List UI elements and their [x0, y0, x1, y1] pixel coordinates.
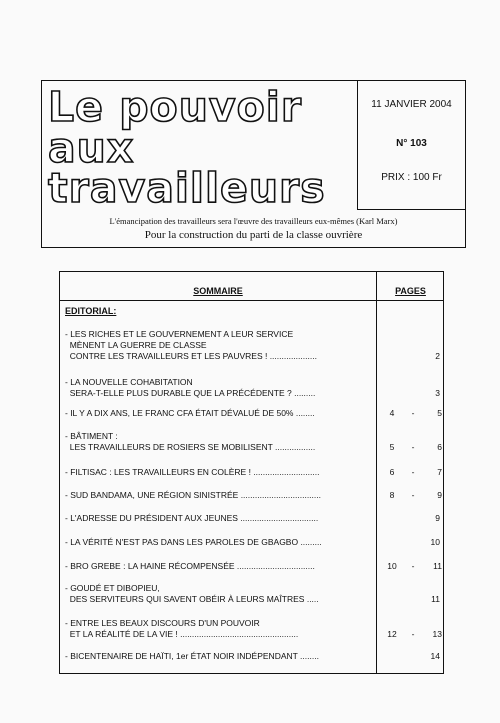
- page-from: 4: [389, 408, 395, 418]
- page-number: 10: [430, 537, 440, 547]
- newspaper-title-line-3: travailleurs: [48, 164, 326, 212]
- toc-entry-title: - ENTRE LES BEAUX DISCOURS D'UN POUVOIR ET LA RÉALITÉ DE LA VIE ! ..................................................: [65, 618, 299, 639]
- page-to: 7: [437, 467, 442, 477]
- issue-number: N° 103: [396, 138, 427, 149]
- page-number: 9: [435, 513, 440, 523]
- page-to: 13: [432, 629, 442, 639]
- issue-price: PRIX : 100 Fr: [381, 172, 442, 183]
- header-rule: [60, 300, 443, 301]
- toc-entry-title: - BICENTENAIRE DE HAÏTI, 1er ÉTAT NOIR INDÉPENDANT ........: [65, 651, 319, 661]
- page-from: 12: [387, 629, 397, 639]
- toc-entry-title: - SUD BANDAMA, UNE RÉGION SINISTRÉE ..................................: [65, 490, 321, 500]
- page-range-dash: -: [411, 408, 415, 418]
- toc-entry-title: - L'ADRESSE DU PRÉSIDENT AUX JEUNES .................................: [65, 513, 319, 523]
- page-to: 6: [437, 442, 442, 452]
- page-from: 8: [389, 490, 395, 500]
- issue-date: 11 JANVIER 2004: [371, 99, 452, 110]
- toc-entry-title: - BÂTIMENT : LES TRAVAILLEURS DE ROSIERS SE MOBILISENT .................: [65, 431, 316, 452]
- masthead: [41, 80, 466, 248]
- page-range-dash: -: [411, 490, 415, 500]
- toc-entry-title: - GOUDÉ ET DIBOPIEU, DES SERVITEURS QUI SAVENT OBÉIR À LEURS MAÎTRES .....: [65, 583, 319, 604]
- page-from: 5: [389, 442, 395, 452]
- page-from: 10: [387, 561, 397, 571]
- toc-entry-title: - BRO GREBE : LA HAINE RÉCOMPENSÉE .................................: [65, 561, 315, 571]
- column-divider: [376, 272, 377, 673]
- toc-entry-title: - LA NOUVELLE COHABITATION SERA-T-ELLE PLUS DURABLE QUE LA PRÉCÉDENTE ? .........: [65, 377, 316, 398]
- page-from: 6: [389, 467, 395, 477]
- marx-quote: L'émancipation des travailleurs sera l'œuvre des travailleurs eux-mêmes (Karl Marx): [109, 216, 398, 226]
- page-number: 11: [431, 594, 440, 604]
- page-to: 11: [433, 561, 442, 571]
- newspaper-title-line-2: aux: [48, 124, 135, 172]
- page-to: 5: [437, 408, 442, 418]
- page-to: 9: [437, 490, 442, 500]
- pages-heading: PAGES: [395, 286, 426, 296]
- editorial-label: EDITORIAL:: [65, 306, 117, 316]
- masthead-subtitle: Pour la construction du parti de la classe ouvrière: [144, 229, 363, 241]
- page-number: 3: [435, 388, 440, 398]
- toc-entry-title: - FILTISAC : LES TRAVAILLEURS EN COLÈRE ! ............................: [65, 467, 320, 477]
- toc-entry-title: - LES RICHES ET LE GOUVERNEMENT A LEUR SERVICE MÈNENT LA GUERRE DE CLASSE CONTRE LES TRAVAILLEURS ET LES PAUVRES ! ....................: [65, 329, 317, 361]
- page-number: 14: [430, 651, 440, 661]
- page-range-dash: -: [411, 467, 415, 477]
- toc-header: [60, 286, 443, 300]
- page-number: 2: [435, 351, 440, 361]
- toc-entry-title: - IL Y A DIX ANS, LE FRANC CFA ÉTAIT DÉVALUÉ DE 50% ........: [65, 408, 315, 418]
- page-range-dash: -: [411, 442, 415, 452]
- page-range-dash: -: [411, 561, 415, 571]
- sommaire-heading: SOMMAIRE: [193, 286, 243, 296]
- newspaper-title-line-1: Le pouvoir: [48, 83, 303, 131]
- issue-info-box: [357, 81, 465, 210]
- toc-entry-title: - LA VÉRITÉ N'EST PAS DANS LES PAROLES DE GBAGBO .........: [65, 537, 322, 547]
- table-of-contents: [59, 271, 444, 674]
- page-range-dash: -: [411, 629, 415, 639]
